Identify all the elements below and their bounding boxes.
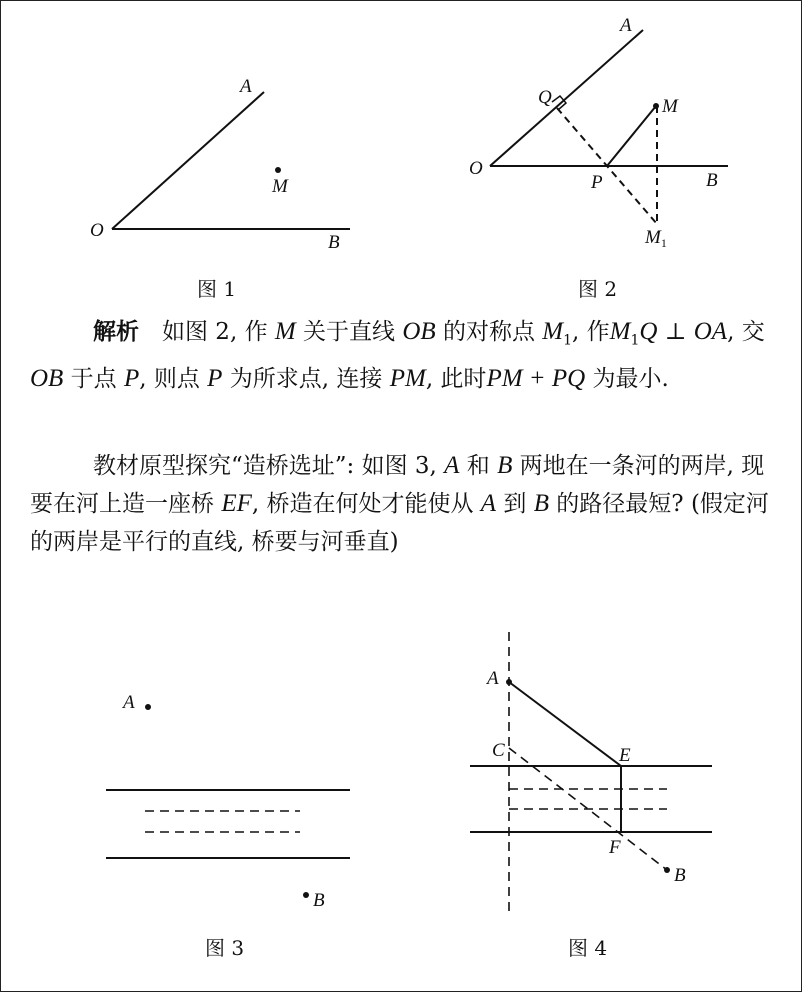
var-P-2: P — [207, 364, 223, 392]
var-M: M — [274, 318, 296, 345]
label-M1-letter: M — [645, 227, 661, 248]
label-A-fig1: A — [240, 76, 252, 97]
var-M1Q-subscript: 1 — [630, 332, 640, 349]
caption-fig1: 图 1 — [197, 277, 237, 301]
label-O-fig1: O — [90, 220, 104, 241]
problem-text-6: 的路径最短? (假定河的两岸是平行的直线, 桥要与河垂直) — [30, 491, 769, 555]
label-A-fig3: A — [123, 692, 135, 713]
var-A-2: A — [480, 490, 497, 517]
var-EF: EF — [221, 490, 252, 517]
solution-paragraph — [30, 313, 782, 398]
solution-text-9: , 此时 — [425, 365, 487, 392]
var-OB-2: OB — [30, 364, 64, 392]
var-Q: Q — [639, 318, 658, 345]
var-PM: PM — [389, 364, 426, 392]
point-M-fig1 — [275, 167, 281, 173]
problem-text-1: 教材原型探究“造桥选址”: 如图 3, — [93, 453, 445, 479]
solution-text-6: 于点 — [63, 365, 124, 392]
solution-text-1: 如图 2, 作 — [162, 319, 275, 345]
ray-OA-fig2 — [490, 30, 643, 166]
label-A-fig2: A — [620, 15, 632, 36]
label-Q-fig2: Q — [538, 87, 552, 108]
caption-fig4: 图 4 — [568, 936, 608, 960]
var-M1Q: M — [609, 318, 631, 345]
label-E-fig4: E — [619, 745, 631, 766]
label-M1-subscript: 1 — [660, 236, 667, 250]
caption-fig3: 图 3 — [205, 936, 245, 960]
label-A-fig4: A — [487, 668, 499, 689]
point-B-fig4 — [664, 867, 670, 873]
var-M1: M — [542, 318, 564, 345]
perp-symbol: ⊥ — [657, 319, 694, 345]
problem-text-4: , 桥造在何处才能使从 — [251, 491, 481, 517]
solution-text-10: 为最小. — [585, 365, 669, 392]
var-OB: OB — [402, 318, 436, 345]
segment-PM — [607, 106, 656, 166]
figure-1 — [112, 92, 350, 229]
problem-text-2: 和 — [459, 453, 498, 479]
solution-text-4: , 作 — [572, 319, 610, 345]
var-A: A — [444, 452, 460, 479]
problem-text-5: 到 — [496, 491, 534, 517]
point-M-fig2 — [653, 103, 659, 109]
ray-OA — [112, 92, 264, 229]
solution-text-2: 关于直线 — [295, 319, 403, 345]
var-P: P — [123, 364, 140, 392]
label-M-fig2: M — [662, 96, 678, 117]
label-M1-fig2 — [644, 227, 667, 250]
var-M1-subscript: 1 — [563, 332, 573, 349]
solution-text-3: 的对称点 — [435, 319, 543, 345]
var-B: B — [497, 452, 513, 479]
var-OA: OA — [693, 318, 728, 345]
solution-heading: 解析 — [93, 319, 139, 345]
problem-text-3: 两地在一条河的两岸, 现要在河上造一座桥 — [30, 453, 765, 517]
point-A-fig4 — [506, 679, 512, 685]
figure-3 — [106, 790, 350, 858]
point-B-fig3 — [303, 892, 309, 898]
label-M-fig1: M — [272, 176, 288, 197]
label-C-fig4: C — [492, 740, 505, 761]
label-B-fig3: B — [313, 890, 325, 911]
label-O-fig2: O — [469, 158, 483, 179]
caption-fig2: 图 2 — [578, 277, 618, 301]
var-PM-plus-PQ: PM + PQ — [486, 364, 586, 392]
label-F-fig4: F — [609, 837, 621, 858]
problem-paragraph — [30, 447, 782, 561]
label-B-fig4: B — [674, 865, 686, 886]
solution-text-7: , 则点 — [139, 365, 208, 392]
label-B-fig1: B — [328, 232, 340, 253]
figure-2 — [490, 30, 728, 224]
point-A-fig3 — [145, 704, 151, 710]
var-B-2: B — [533, 490, 549, 517]
solution-text-8: 为所求点, 连接 — [222, 365, 390, 392]
segment-AE — [509, 682, 621, 766]
solution-text-5: , 交 — [727, 319, 765, 345]
label-B-fig2: B — [706, 170, 718, 191]
label-P-fig2: P — [591, 172, 603, 193]
